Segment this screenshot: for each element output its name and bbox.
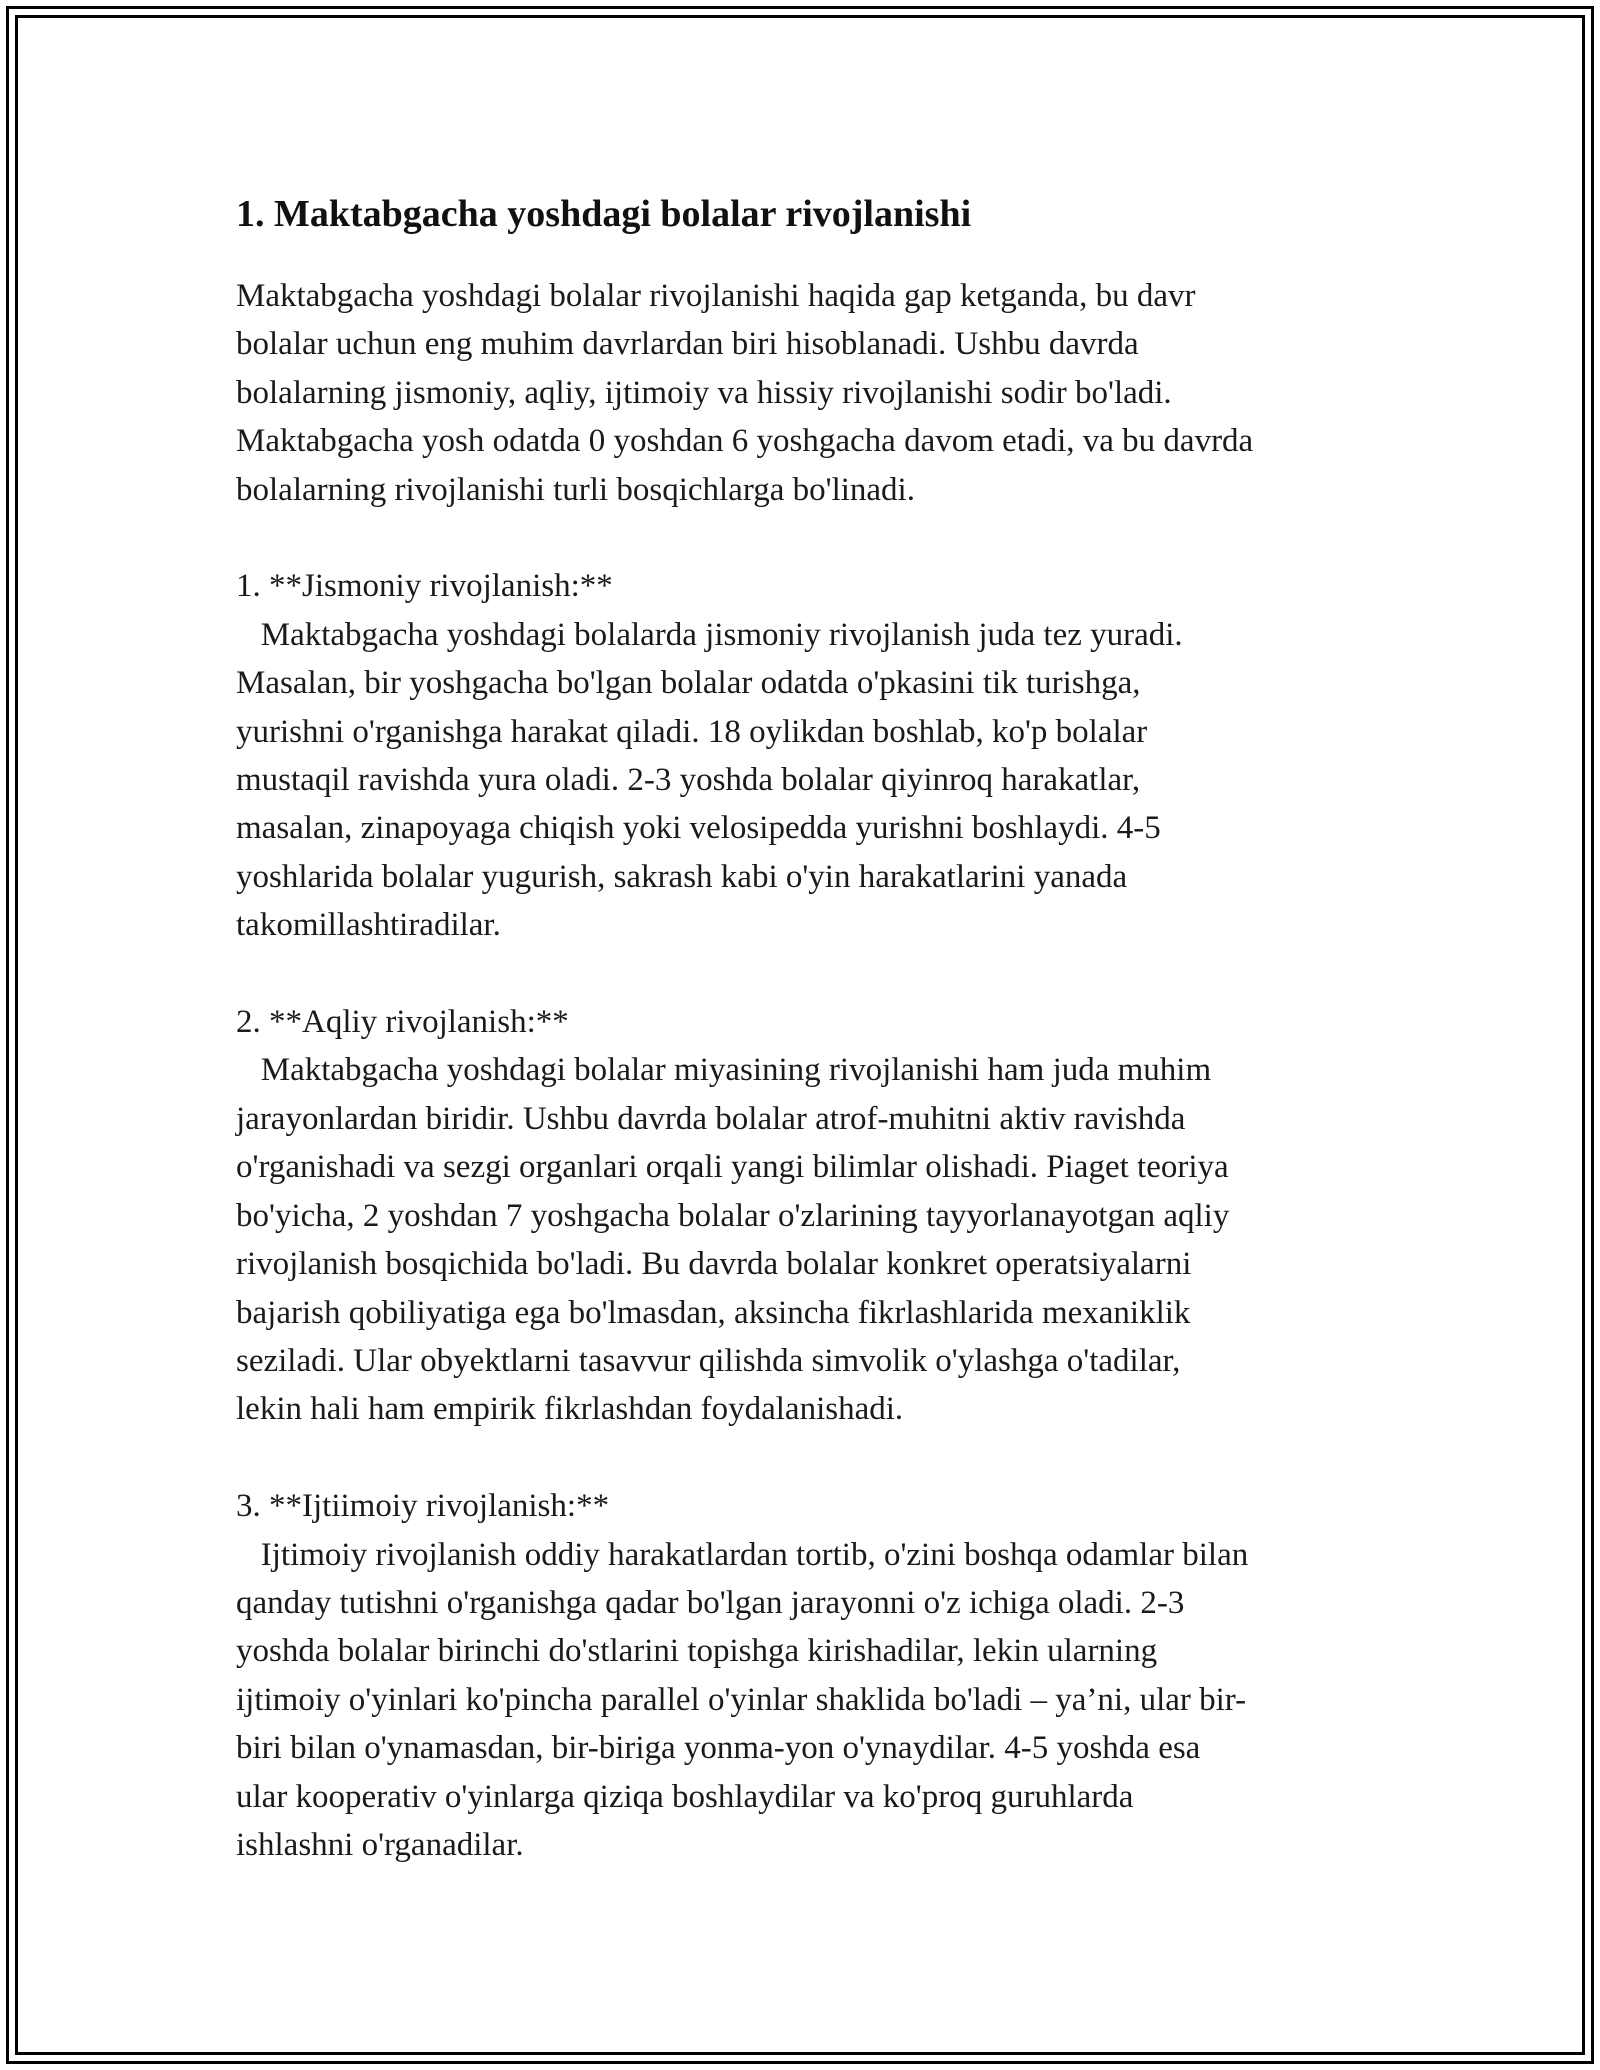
paragraph-gap (236, 1434, 1376, 1482)
section-line: jarayonlardan biridir. Ushbu davrda bolalar atrof-muhitni aktiv ravishda (236, 1100, 1186, 1137)
section-line: rivojlanish bosqichida bo'ladi. Bu davrda bolalar konkret operatsiyalarni (236, 1246, 1192, 1283)
section-line: takomillashtiradilar. (236, 907, 501, 944)
section-line: ular kooperativ o'yinlarga qiziqa boshlaydilar va ko'proq guruhlarda (236, 1778, 1134, 1815)
paragraph-gap (236, 950, 1376, 998)
intro-line: bolalarning rivojlanishi turli bosqichlarga bo'linadi. (236, 471, 915, 508)
intro-line: Maktabgacha yosh odatda 0 yoshdan 6 yoshgacha davom etadi, va bu davrda (236, 423, 1254, 460)
intro-line: bolalarning jismoniy, aqliy, ijtimoiy va hissiy rivojlanishi sodir bo'ladi. (236, 374, 1172, 411)
section-line: qanday tutishni o'rganishga qadar bo'lgan jarayonni o'z ichiga oladi. 2-3 (236, 1584, 1185, 1621)
document-body (236, 186, 1376, 1869)
section-line: bajarish qobiliyatiga ega bo'lmasdan, aksincha fikrlashlarida mexaniklik (236, 1294, 1191, 1331)
section-line: yoshlarida bolalar yugurish, sakrash kabi o'yin harakatlarini yanada (236, 858, 1128, 895)
section-line: Masalan, bir yoshgacha bo'lgan bolalar odatda o'pkasini tik turishga, (236, 665, 1141, 702)
section-line: ijtimoiy o'yinlari ko'pincha parallel o'yinlar shaklida bo'ladi – ya’ni, ular bir- (236, 1681, 1247, 1718)
section-physical (236, 562, 1376, 949)
section-social (236, 1482, 1376, 1869)
intro-paragraph (236, 272, 1376, 514)
section-line: yurishni o'rganishga harakat qiladi. 18 oylikdan boshlab, ko'p bolalar (236, 713, 1148, 750)
section-line: biri bilan o'ynamasdan, bir-biriga yonma-yon o'ynaydilar. 4-5 yoshda esa (236, 1730, 1201, 1767)
section-line: ishlashni o'rganadilar. (236, 1826, 524, 1863)
intro-line: bolalar uchun eng muhim davrlardan biri hisoblanadi. Ushbu davrda (236, 326, 1139, 363)
section-heading: 3. **Ijtiimoiy rivojlanish:** (236, 1488, 610, 1525)
document-title: 1. Maktabgacha yoshdagi bolalar rivojlanishi (236, 193, 972, 235)
section-line: seziladi. Ular obyektlarni tasavvur qilishda simvolik o'ylashga o'tadilar, (236, 1342, 1181, 1379)
section-line: yoshda bolalar birinchi do'stlarini topishga kirishadilar, lekin ularning (236, 1633, 1158, 1670)
section-line: Maktabgacha yoshdagi bolalar miyasining rivojlanishi ham juda muhim (236, 1052, 1212, 1089)
section-line: o'rganishadi va sezgi organlari orqali yangi bilimlar olishadi. Piaget teoriya (236, 1149, 1229, 1186)
section-line: bo'yicha, 2 yoshdan 7 yoshgacha bolalar o'zlarining tayyorlanayotgan aqliy (236, 1197, 1230, 1234)
section-line: lekin hali ham empirik fikrlashdan foydalanishadi. (236, 1391, 904, 1428)
section-line: masalan, zinapoyaga chiqish yoki velosipedda yurishni boshlaydi. 4-5 (236, 810, 1161, 847)
section-mental (236, 998, 1376, 1434)
section-heading: 2. **Aqliy rivojlanish:** (236, 1004, 569, 1041)
section-line: mustaqil ravishda yura oladi. 2-3 yoshda bolalar qiyinroq harakatlar, (236, 762, 1141, 799)
section-line: Ijtimoiy rivojlanish oddiy harakatlardan tortib, o'zini boshqa odamlar bilan (236, 1536, 1249, 1573)
intro-line: Maktabgacha yoshdagi bolalar rivojlanishi haqida gap ketganda, bu davr (236, 278, 1196, 314)
section-heading: 1. **Jismoniy rivojlanish:** (236, 568, 613, 605)
paragraph-gap (236, 514, 1376, 562)
section-line: Maktabgacha yoshdagi bolalarda jismoniy rivojlanish juda tez yuradi. (236, 616, 1183, 653)
